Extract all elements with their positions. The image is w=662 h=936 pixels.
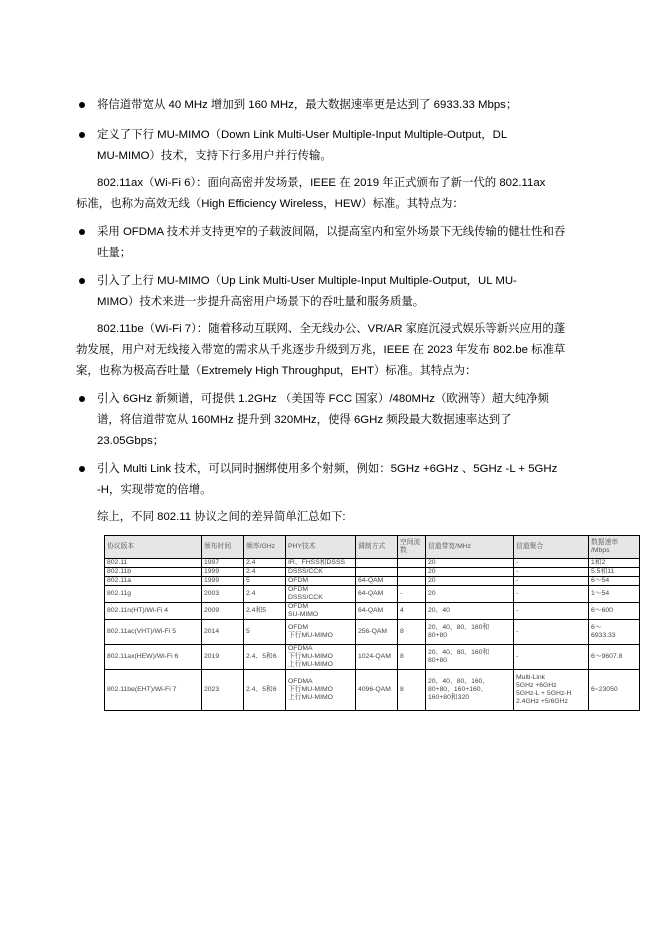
table-header-cell: 调制方式 bbox=[356, 536, 398, 559]
paragraph-80211ax: 标准，也称为高效无线（High Efficiency Wireless，HEW）标准。其特点为： bbox=[76, 198, 464, 210]
table-cell: 20、40、80、160和 80+80 bbox=[426, 645, 514, 670]
table-cell: 20 bbox=[426, 568, 514, 577]
table-cell: 1～54 bbox=[589, 586, 640, 603]
table-cell bbox=[398, 577, 426, 586]
table-cell: Multi-Link 5GHz +6GHz 5GHz-L + 5GHz-H 2.4GHz +5/6GHz bbox=[514, 670, 589, 711]
table-cell: 1和2 bbox=[589, 559, 640, 568]
table-cell: 4 bbox=[398, 603, 426, 620]
bullet-6ghz-spectrum: 引入 6GHz 新频谱，可提供 1.2GHz （美国等 FCC 国家）/480MHz（欧洲等）超大纯净频 bbox=[97, 393, 549, 405]
table-cell: 2014 bbox=[202, 620, 244, 645]
bullet-dot-icon bbox=[79, 278, 85, 284]
table-cell: 1024-QAM bbox=[356, 645, 398, 670]
table-cell: 802.11a bbox=[105, 577, 202, 586]
table-header-cell: 数据速率 /Mbps bbox=[589, 536, 640, 559]
table-cell: 20 bbox=[426, 577, 514, 586]
table-cell: 2019 bbox=[202, 645, 244, 670]
table-cell bbox=[398, 559, 426, 568]
bullet-ofdma: 采用 OFDMA 技术并支持更窄的子载波间隔，以提高室内和室外场景下无线传输的健壮性和吞 bbox=[97, 226, 566, 238]
bullet-dot-icon bbox=[79, 132, 85, 138]
table-cell: - bbox=[514, 586, 589, 603]
table-cell: 802.11g bbox=[105, 586, 202, 603]
table-cell: 802.11n(HT)/Wi-Fi 4 bbox=[105, 603, 202, 620]
table-row bbox=[105, 603, 640, 620]
bullet-dl-mu-mimo: MU-MIMO）技术，支持下行多用户并行传输。 bbox=[97, 150, 332, 162]
table-cell: - bbox=[514, 577, 589, 586]
table-row bbox=[105, 670, 640, 711]
table-cell: 1999 bbox=[202, 577, 244, 586]
table-cell: 2.4 bbox=[244, 568, 286, 577]
table-cell: 6～54 bbox=[589, 577, 640, 586]
table-cell: 2.4 bbox=[244, 559, 286, 568]
table-cell: 802.11b bbox=[105, 568, 202, 577]
table-cell: 2003 bbox=[202, 586, 244, 603]
table-cell: DSSS/CCK bbox=[286, 568, 356, 577]
table-cell: 20 bbox=[426, 559, 514, 568]
table-cell: 5 bbox=[244, 577, 286, 586]
bullet-channel-bandwidth: 将信道带宽从 40 MHz 增加到 160 MHz，最大数据速率更是达到了 6933.33 Mbps； bbox=[97, 99, 518, 111]
paragraph-80211be: 802.11be（Wi-Fi 7）：随着移动互联网、全无线办公、VR/AR 家庭沉浸式娱乐等新兴应用的蓬 bbox=[97, 323, 566, 335]
bullet-6ghz-spectrum: 23.05Gbps； bbox=[97, 435, 165, 447]
bullet-dot-icon bbox=[79, 229, 85, 235]
table-cell: - bbox=[398, 586, 426, 603]
table-cell: 8 bbox=[398, 645, 426, 670]
table-cell: 6~23050 bbox=[589, 670, 640, 711]
table-cell: - bbox=[514, 568, 589, 577]
table-cell: - bbox=[514, 603, 589, 620]
bullet-dot-icon bbox=[79, 396, 85, 402]
table-cell: 802.11 bbox=[105, 559, 202, 568]
table-cell: 4096-QAM bbox=[356, 670, 398, 711]
table-cell: 20 bbox=[426, 586, 514, 603]
bullet-ul-mu-mimo: 引入了上行 MU-MIMO（Up Link Multi-User Multiple-Input Multiple-Output，UL MU- bbox=[97, 275, 517, 287]
table-row bbox=[105, 568, 640, 577]
table-cell: 1999 bbox=[202, 568, 244, 577]
table-header-cell: 信道聚合 bbox=[514, 536, 589, 559]
table-cell: 6～ 6933.33 bbox=[589, 620, 640, 645]
table-header-cell: 信道带宽/MHz bbox=[426, 536, 514, 559]
table-cell: OFDM bbox=[286, 577, 356, 586]
table-cell: 6～9607.8 bbox=[589, 645, 640, 670]
bullet-ofdma: 吐量； bbox=[97, 247, 132, 259]
table-cell: - bbox=[514, 620, 589, 645]
table-cell: 2.4 bbox=[244, 586, 286, 603]
table-cell: 20、40、80、160和 80+80 bbox=[426, 620, 514, 645]
table-cell: 2023 bbox=[202, 670, 244, 711]
table-cell: OFDM 下行MU-MIMO bbox=[286, 620, 356, 645]
bullet-6ghz-spectrum: 谱，将信道带宽从 160MHz 提升到 320MHz，使得 6GHz 频段最大数据速率达到了 bbox=[97, 414, 512, 426]
table-cell: 2.4、5和6 bbox=[244, 645, 286, 670]
table-cell bbox=[356, 568, 398, 577]
table-header-cell: 协议版本 bbox=[105, 536, 202, 559]
table-cell: - bbox=[514, 645, 589, 670]
table-cell: OFDMA 下行MU-MIMO 上行MU-MIMO bbox=[286, 670, 356, 711]
table-row bbox=[105, 620, 640, 645]
bullet-dot-icon bbox=[79, 102, 85, 108]
table-cell: - bbox=[514, 559, 589, 568]
table-cell: OFDM DSSS/CCK bbox=[286, 586, 356, 603]
table-cell: 20、40、80、160、 80+80、160+160、 160+80和320 bbox=[426, 670, 514, 711]
table-cell: 256-QAM bbox=[356, 620, 398, 645]
table-header-cell: PHY技术 bbox=[286, 536, 356, 559]
table-header-row bbox=[105, 536, 640, 559]
table-cell: 64-QAM bbox=[356, 577, 398, 586]
table-row bbox=[105, 586, 640, 603]
paragraph-80211ax: 802.11ax（Wi-Fi 6）：面向高密并发场景，IEEE 在 2019 年正式颁布了新一代的 802.11ax bbox=[97, 177, 546, 189]
paragraph-80211be: 案，也称为极高吞吐量（Extremely High Throughput，EHT）标准。其特点为： bbox=[76, 365, 477, 377]
table-cell: 6～600 bbox=[589, 603, 640, 620]
table-header-cell: 空间流 数 bbox=[398, 536, 426, 559]
bullet-ul-mu-mimo: MIMO）技术来进一步提升高密用户场景下的吞吐量和服务质量。 bbox=[97, 296, 425, 308]
table-row bbox=[105, 645, 640, 670]
table-cell: 2009 bbox=[202, 603, 244, 620]
table-cell: 64-QAM bbox=[356, 603, 398, 620]
table-cell bbox=[398, 568, 426, 577]
paragraph-80211be: 勃发展，用户对无线接入带宽的需求从千兆逐步升级到万兆，IEEE 在 2023 年发布 802.be 标准草 bbox=[76, 344, 566, 356]
table-cell: 5 bbox=[244, 620, 286, 645]
table-cell: 2.4和5 bbox=[244, 603, 286, 620]
summary-text: 综上，不同 802.11 协议之间的差异简单汇总如下: bbox=[97, 511, 346, 523]
table-header-cell: 频率/GHz bbox=[244, 536, 286, 559]
table-cell: 802.11be(EHT)/Wi-Fi 7 bbox=[105, 670, 202, 711]
table-cell: OFDM SU-MIMO bbox=[286, 603, 356, 620]
table-cell bbox=[356, 559, 398, 568]
bullet-dl-mu-mimo: 定义了下行 MU-MIMO（Down Link Multi-User Multiple-Input Multiple-Output，DL bbox=[97, 129, 508, 141]
bullet-multi-link: -H，实现带宽的倍增。 bbox=[97, 484, 212, 496]
table-cell: IR、FHSS和DSSS bbox=[286, 559, 356, 568]
table-row bbox=[105, 559, 640, 568]
bullet-dot-icon bbox=[79, 466, 85, 472]
table-cell: 8 bbox=[398, 620, 426, 645]
protocol-comparison-table bbox=[104, 535, 640, 711]
table-row bbox=[105, 577, 640, 586]
table-header-cell: 颁布时间 bbox=[202, 536, 244, 559]
table-cell: 5.5和11 bbox=[589, 568, 640, 577]
table-cell: 802.11ac(VHT)/Wi-Fi 5 bbox=[105, 620, 202, 645]
table-cell: 2.4、5和6 bbox=[244, 670, 286, 711]
table-cell: 64-QAM bbox=[356, 586, 398, 603]
bullet-multi-link: 引入 Multi Link 技术，可以同时捆绑使用多个射频，例如：5GHz +6GHz 、5GHz -L + 5GHz bbox=[97, 463, 558, 475]
table-cell: OFDMA 下行MU-MIMO 上行MU-MIMO bbox=[286, 645, 356, 670]
table-cell: 8 bbox=[398, 670, 426, 711]
table-cell: 1997 bbox=[202, 559, 244, 568]
table-cell: 802.11ax(HEW)/Wi-Fi 6 bbox=[105, 645, 202, 670]
table-cell: 20、40 bbox=[426, 603, 514, 620]
